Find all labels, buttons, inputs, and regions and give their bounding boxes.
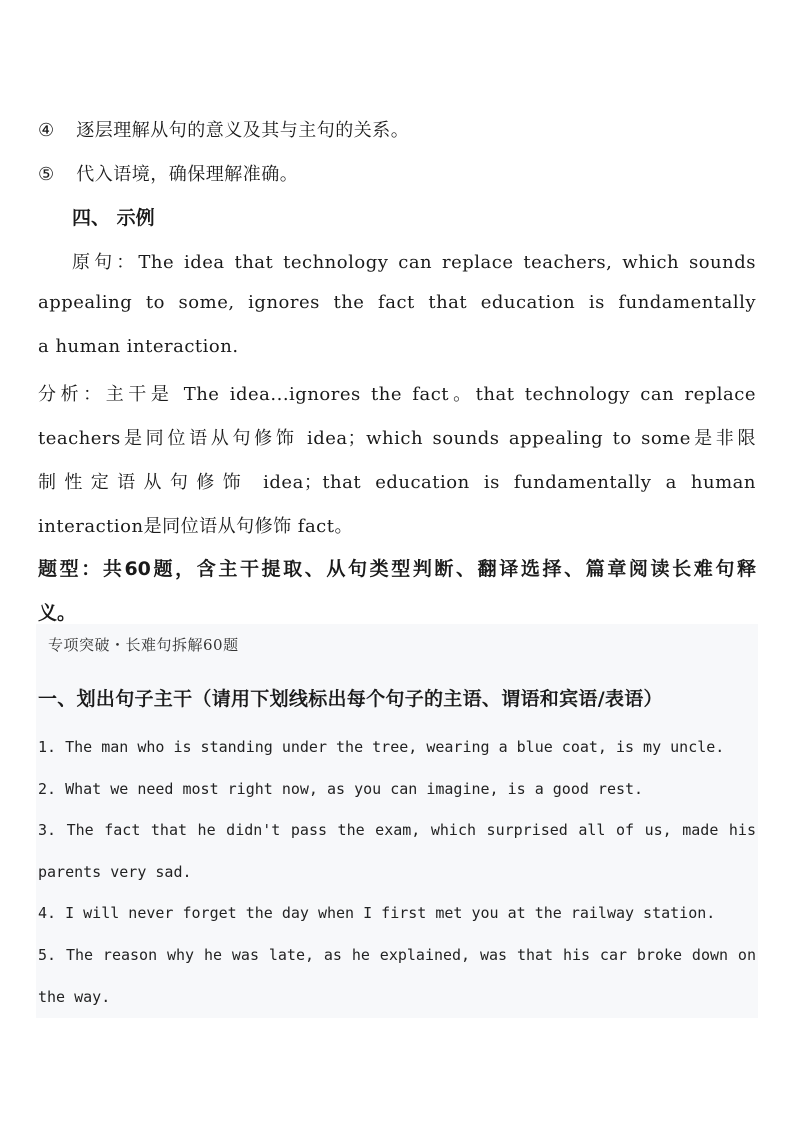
box-heading: 一、划出句子主干（请用下划线标出每个句子的主语、谓语和宾语/表语） — [38, 688, 663, 710]
step-text: 代入语境，确保理解准确。 — [76, 164, 299, 185]
question-5-line-2: the way. — [38, 988, 111, 1006]
analysis-line-3: 制性定语从句修饰 idea；that education is fundamentally a human — [38, 472, 756, 493]
example-line-3: a human interaction. — [38, 336, 239, 357]
practice-box — [36, 624, 758, 1018]
analysis-line-1: 分析：主干是 The idea...ignores the fact。that technology can replace — [38, 384, 756, 405]
question-types-line-1: 题型：共60题，含主干提取、从句类型判断、翻译选择、篇章阅读长难句释 — [38, 558, 756, 580]
question-types-line-2: 义。 — [38, 602, 77, 624]
question-2: 2. What we need most right now, as you can imagine, is a good rest. — [38, 780, 644, 798]
step-5 — [38, 160, 298, 186]
question-5-line-1: 5. The reason why he was late, as he explained, was that his car broke down on — [38, 946, 756, 964]
section-heading: 四、 示例 — [72, 207, 155, 229]
analysis-line-4: interaction是同位语从句修饰 fact。 — [38, 516, 354, 537]
example-line-1: 原句：The idea that technology can replace teachers, which sounds — [72, 252, 756, 273]
question-1: 1. The man who is standing under the tree, wearing a blue coat, is my uncle. — [38, 738, 725, 756]
step-number: ⑤ — [38, 164, 55, 185]
step-number: ④ — [38, 120, 55, 141]
step-text: 逐层理解从句的意义及其与主句的关系。 — [76, 120, 410, 141]
question-3-line-1: 3. The fact that he didn't pass the exam, which surprised all of us, made his — [38, 821, 756, 839]
question-4: 4. I will never forget the day when I first met you at the railway station. — [38, 904, 716, 922]
example-line-2: appealing to some, ignores the fact that education is fundamentally — [38, 292, 756, 313]
box-title: 专项突破・长难句拆解60题 — [48, 636, 239, 654]
question-3-line-2: parents very sad. — [38, 863, 192, 881]
analysis-line-2: teachers是同位语从句修饰 idea；which sounds appealing to some是非限 — [38, 428, 756, 449]
step-4 — [38, 116, 409, 142]
